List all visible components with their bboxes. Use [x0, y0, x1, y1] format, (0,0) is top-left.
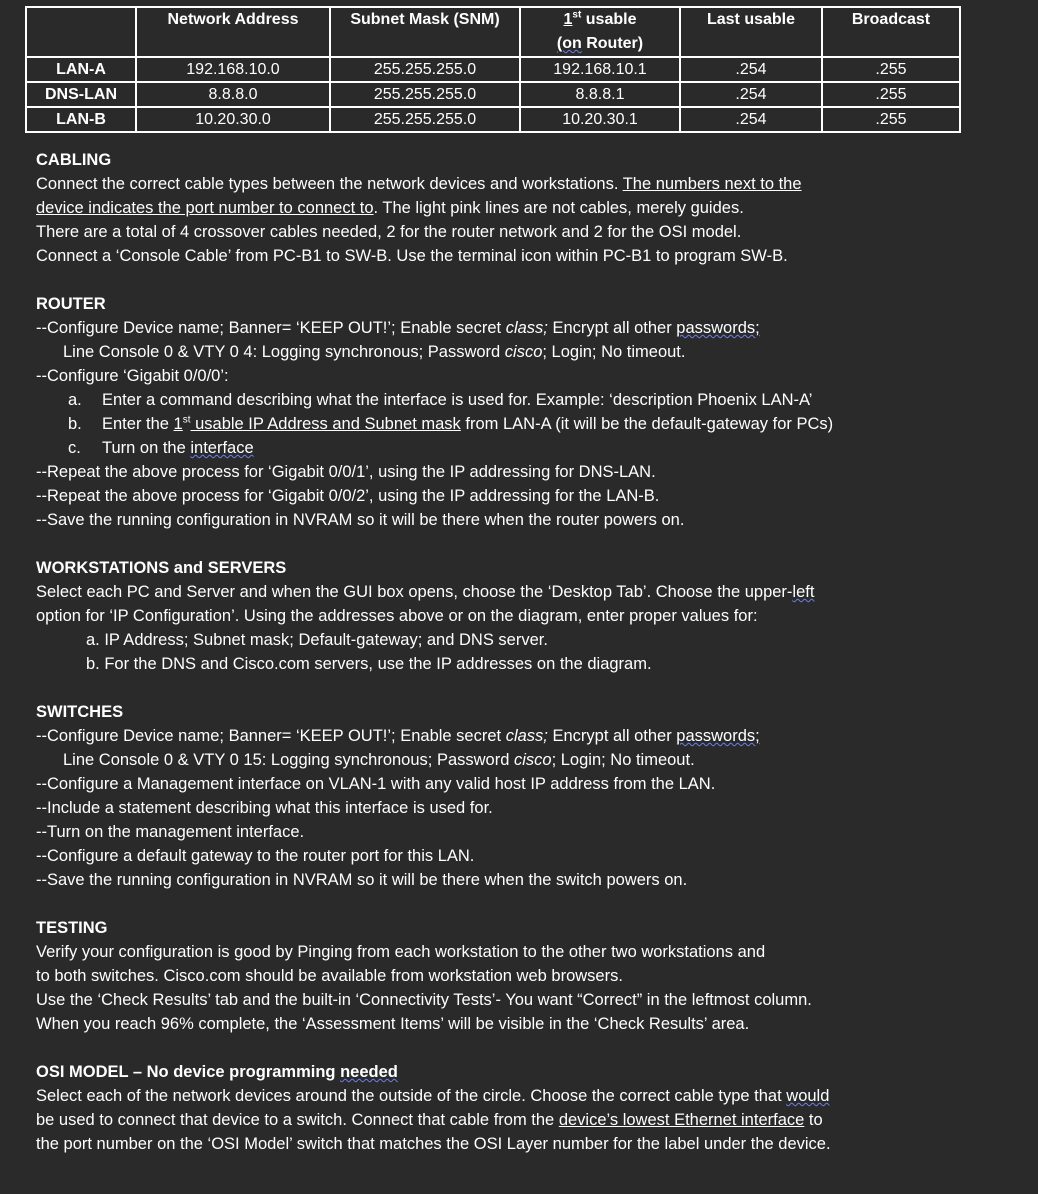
text-line	[36, 604, 1026, 628]
table-header-row	[26, 7, 960, 57]
section-heading: TESTING	[36, 919, 108, 937]
cell-first-usable: 8.8.8.1	[520, 82, 680, 107]
text-run: passwords;	[676, 319, 760, 337]
cell-subnet-mask: 255.255.255.0	[330, 57, 520, 82]
text-run: left	[792, 583, 815, 601]
text-line	[36, 388, 1026, 412]
column-header-blank	[26, 7, 136, 57]
text-run: Line Console 0 & VTY 0 15: Logging synchronous; Password	[63, 751, 514, 769]
text-run: a. IP Address; Subnet mask; Default-gateway; and DNS server.	[86, 631, 548, 649]
text-run: from LAN-A (it will be the default-gateway for PCs)	[460, 415, 834, 433]
text-line	[36, 796, 1026, 820]
text-run: class;	[505, 319, 548, 337]
cell-first-usable: 10.20.30.1	[520, 107, 680, 132]
section-cabling	[36, 148, 1026, 268]
text-line	[36, 172, 1026, 196]
text-run: There are a total of 4 crossover cables needed, 2 for the router network and 2 for the OSI model.	[36, 223, 742, 241]
text-run: Verify your configuration is good by Pinging from each workstation to the other two workstations and	[36, 943, 766, 961]
text-run: the port number on the ‘OSI Model’ switch that matches the OSI Layer number for the label under the device.	[36, 1135, 831, 1153]
text-run: --Save the running configuration in NVRAM so it will be there when the router powers on.	[36, 511, 685, 529]
text-line	[36, 940, 1026, 964]
first-usable-header-text: 1st usable (on Router)	[556, 9, 644, 52]
cell-subnet-mask: 255.255.255.0	[330, 107, 520, 132]
text-run: option for ‘IP Configuration’. Using the addresses above or on the diagram, enter proper values for:	[36, 607, 758, 625]
column-header-subnet-mask: Subnet Mask (SNM)	[330, 7, 520, 57]
column-header-network-address: Network Address	[136, 7, 330, 57]
cell-network-address: 192.168.10.0	[136, 57, 330, 82]
cell-last-usable: .254	[680, 57, 822, 82]
cell-first-usable: 192.168.10.1	[520, 57, 680, 82]
text-run: Turn on the	[102, 439, 191, 457]
text-run: --Repeat the above process for ‘Gigabit 0/0/1’, using the IP addressing for DNS-LAN.	[36, 463, 656, 481]
section-workstations	[36, 556, 1026, 676]
text-run: Connect the correct cable types between the network devices and workstations.	[36, 175, 623, 193]
text-run: Enter the	[102, 415, 174, 433]
section-heading: CABLING	[36, 151, 112, 169]
cell-row-label: LAN-A	[26, 57, 136, 82]
text-run: When you reach 96% complete, the ‘Assessment Items’ will be visible in the ‘Check Results’ area.	[36, 1015, 750, 1033]
column-header-broadcast: Broadcast	[822, 7, 960, 57]
text-run: Encrypt all other	[547, 319, 677, 337]
text-run: b. For the DNS and Cisco.com servers, use the IP addresses on the diagram.	[86, 655, 652, 673]
cell-broadcast: .255	[822, 107, 960, 132]
text-run: OSI MODEL – No device programming	[36, 1063, 341, 1081]
text-line	[36, 412, 1026, 436]
cell-network-address: 8.8.8.0	[136, 82, 330, 107]
section-heading: ROUTER	[36, 295, 106, 313]
text-run: ; Login; No timeout.	[542, 343, 686, 361]
text-line	[36, 868, 1026, 892]
section-osi	[36, 1060, 1026, 1156]
text-run: device indicates the port number to connect to	[36, 199, 374, 217]
cell-last-usable: .254	[680, 107, 822, 132]
text-run: ; Login; No timeout.	[551, 751, 695, 769]
column-header-last-usable: Last usable	[680, 7, 822, 57]
text-run: --Configure ‘Gigabit 0/0/0’:	[36, 367, 229, 385]
text-line	[36, 316, 1026, 340]
text-line	[36, 1132, 1026, 1156]
list-marker: a.	[68, 391, 82, 409]
text-line	[36, 484, 1026, 508]
text-run: . The light pink lines are not cables, merely guides.	[373, 199, 744, 217]
text-run: usable IP Address and Subnet mask	[190, 415, 461, 433]
text-run: --Configure a Management interface on VLAN-1 with any valid host IP address from the LAN.	[36, 775, 716, 793]
text-run: The numbers next to the	[622, 175, 802, 193]
text-line	[36, 724, 1026, 748]
addressing-table	[25, 6, 961, 133]
text-run: --Configure a default gateway to the router port for this LAN.	[36, 847, 475, 865]
text-run: cisco	[513, 751, 552, 769]
text-line	[36, 1084, 1026, 1108]
text-run: to	[804, 1111, 823, 1129]
text-run: --Configure Device name; Banner= ‘KEEP OUT!’; Enable secret	[36, 319, 506, 337]
text-line	[36, 1108, 1026, 1132]
text-line	[36, 988, 1026, 1012]
text-run: st	[182, 414, 191, 426]
section-heading	[36, 1060, 1026, 1084]
section-testing	[36, 916, 1026, 1036]
text-run: to both switches. Cisco.com should be available from workstation web browsers.	[36, 967, 623, 985]
text-line	[36, 244, 1026, 268]
text-run: --Configure Device name; Banner= ‘KEEP OUT!’; Enable secret	[36, 727, 506, 745]
cell-subnet-mask: 255.255.255.0	[330, 82, 520, 107]
text-run: passwords;	[676, 727, 760, 745]
cell-broadcast: .255	[822, 57, 960, 82]
section-heading: SWITCHES	[36, 703, 124, 721]
text-line	[36, 508, 1026, 532]
section-switches	[36, 700, 1026, 892]
text-line	[36, 844, 1026, 868]
text-run: needed	[340, 1063, 398, 1081]
text-run: 1	[173, 415, 183, 433]
text-run: --Repeat the above process for ‘Gigabit 0/0/2’, using the IP addressing for the LAN-B.	[36, 487, 660, 505]
text-run: Connect a ‘Console Cable’ from PC-B1 to SW-B. Use the terminal icon within PC-B1 to program SW-B.	[36, 247, 788, 265]
table-row	[26, 57, 960, 82]
text-run: device’s lowest Ethernet interface	[558, 1111, 805, 1129]
text-run: would	[786, 1087, 830, 1105]
text-line	[36, 460, 1026, 484]
text-run: Encrypt all other	[547, 727, 677, 745]
instructions-document	[36, 148, 1026, 1180]
text-line	[36, 364, 1026, 388]
cell-row-label: DNS-LAN	[26, 82, 136, 107]
text-run: Select each PC and Server and when the GUI box opens, choose the ‘Desktop Tab’. Choose the upper-	[36, 583, 793, 601]
text-run: --Include a statement describing what this interface is used for.	[36, 799, 493, 817]
list-marker: b.	[68, 415, 82, 433]
text-run: interface	[190, 439, 254, 457]
text-run: be used to connect that device to a switch. Connect that cable from the	[36, 1111, 559, 1129]
section-router	[36, 292, 1026, 532]
text-run: --Save the running configuration in NVRAM so it will be there when the switch powers on.	[36, 871, 688, 889]
cell-network-address: 10.20.30.0	[136, 107, 330, 132]
text-line	[36, 772, 1026, 796]
text-line	[36, 748, 1026, 772]
cell-broadcast: .255	[822, 82, 960, 107]
column-header-first-usable	[520, 7, 680, 57]
table-row	[26, 82, 960, 107]
text-line	[36, 580, 1026, 604]
text-run: --Turn on the management interface.	[36, 823, 305, 841]
text-line	[36, 340, 1026, 364]
text-run: Line Console 0 & VTY 0 4: Logging synchronous; Password	[63, 343, 505, 361]
text-run: cisco	[504, 343, 543, 361]
text-line	[36, 964, 1026, 988]
section-heading: WORKSTATIONS and SERVERS	[36, 559, 287, 577]
text-line	[36, 652, 1026, 676]
text-line	[36, 196, 1026, 220]
text-line	[36, 820, 1026, 844]
text-run: class;	[505, 727, 548, 745]
table-row	[26, 107, 960, 132]
cell-row-label: LAN-B	[26, 107, 136, 132]
text-run: Select each of the network devices around the outside of the circle. Choose the correct cable type that	[36, 1087, 787, 1105]
text-run: Enter a command describing what the interface is used for. Example: ‘description Phoenix LAN-A’	[102, 391, 813, 409]
text-line	[36, 1012, 1026, 1036]
text-line	[36, 436, 1026, 460]
text-line	[36, 628, 1026, 652]
cell-last-usable: .254	[680, 82, 822, 107]
list-marker: c.	[68, 439, 81, 457]
text-line	[36, 220, 1026, 244]
text-run: Use the ‘Check Results’ tab and the built-in ‘Connectivity Tests’- You want “Correct” in the leftmost column.	[36, 991, 812, 1009]
